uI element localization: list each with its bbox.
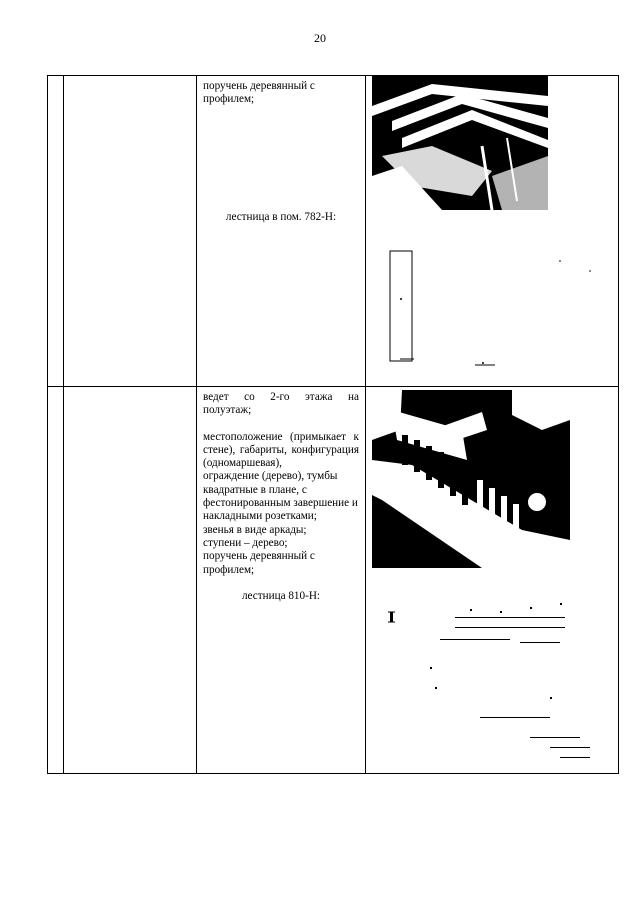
floor-plan-782: [380, 241, 610, 371]
description-line: поручень деревянный с профилем;: [203, 550, 315, 576]
image-cell: [366, 76, 619, 387]
caption-782: лестница в пом. 782-Н:: [225, 210, 337, 223]
description-line: местоположение (примыкает к стене), габариты, конфигурация (одномаршевая),: [203, 430, 359, 470]
staircase-photo-782: [372, 76, 548, 210]
description-line: ведет со 2-го этажа на полуэтаж;: [203, 391, 359, 417]
name-cell: [64, 387, 197, 774]
description-cell: [197, 76, 366, 387]
description-line: ограждение (дерево), тумбы квадратные в плане, с фестонированным завершение и накладными розетками;: [203, 470, 358, 523]
description-line: поручень деревянный с профилем;: [203, 80, 315, 106]
description-cell: [197, 387, 366, 774]
staircase-photo-810: [372, 390, 570, 568]
image-cell: [366, 387, 619, 774]
description-line: ступени – дерево;: [203, 536, 288, 549]
description-table: [47, 75, 619, 774]
page-number: 20: [314, 31, 326, 45]
table-row: [48, 76, 619, 387]
index-cell: [48, 76, 64, 387]
description-line: звенья в виде аркады;: [203, 523, 307, 536]
table-row: [48, 387, 619, 774]
index-cell: [48, 387, 64, 774]
caption-810: лестница 810-Н:: [241, 589, 321, 602]
floor-plan-810: [380, 597, 615, 767]
name-cell: [64, 76, 197, 387]
